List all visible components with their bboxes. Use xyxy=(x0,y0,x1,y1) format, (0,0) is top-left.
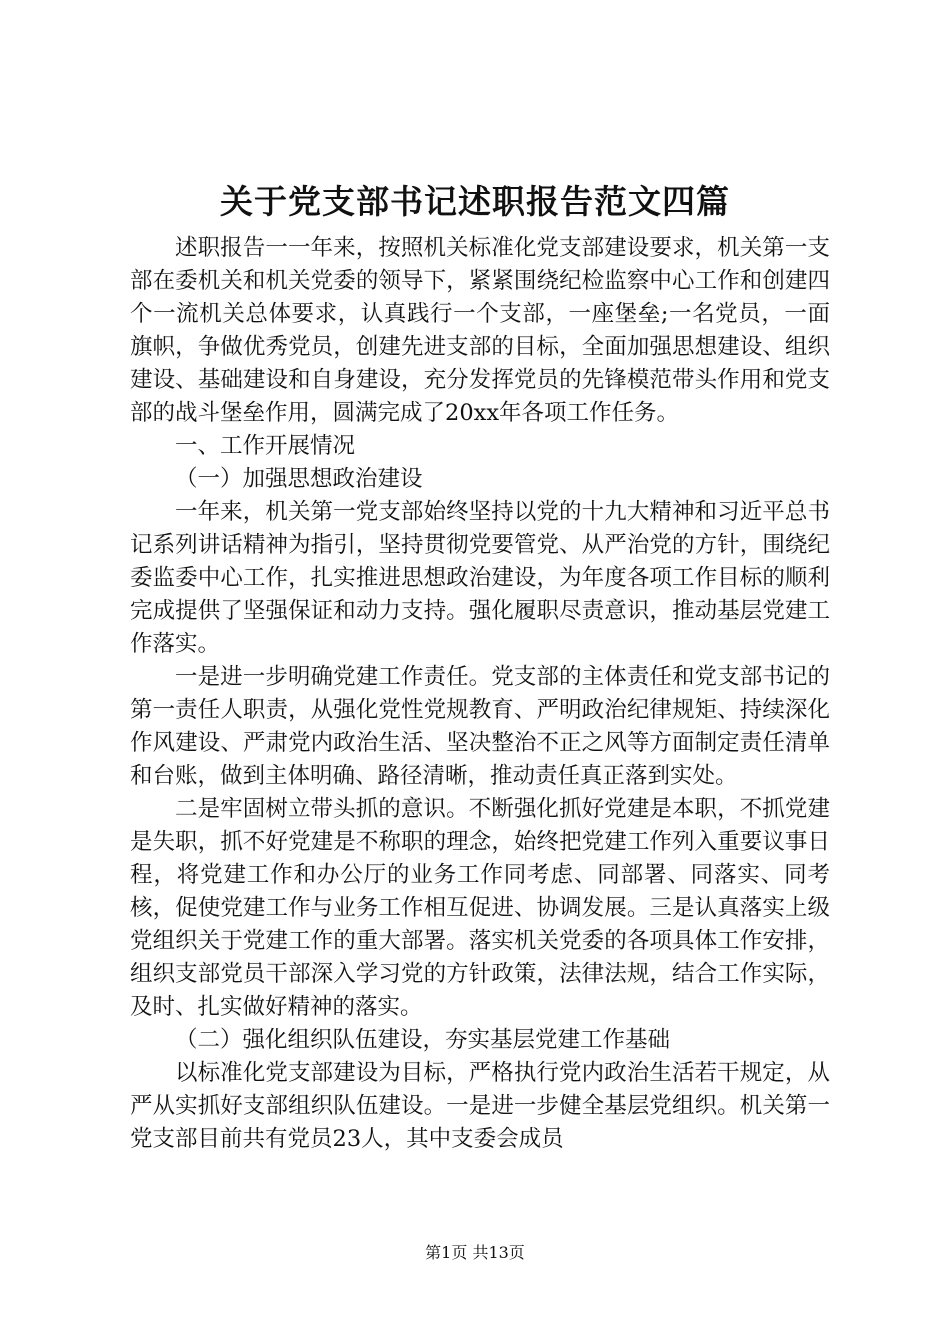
paragraph-thought-building: 一年来，机关第一党支部始终坚持以党的十九大精神和习近平总书记系列讲话精神为指引，坚持贯彻党要管党、从严治党的方针，围绕纪委监委中心工作，扎实推进思想政治建设，为年度各项工作目标的顺利完成提供了坚强保证和动力支持。强化履职尽责意识，推动基层党建工作落实。 xyxy=(130,499,830,657)
document-body xyxy=(130,232,830,1156)
document-title: 关于党支部书记述职报告范文四篇 xyxy=(220,182,730,221)
section-heading-1: 一、工作开展情况 xyxy=(175,433,356,459)
subsection-heading-1: （一）加强思想政治建设 xyxy=(175,466,423,492)
page-footer: 第1页 共13页 xyxy=(425,1243,525,1262)
paragraph-responsibility: 一是进一步明确党建工作责任。党支部的主体责任和党支部书记的第一责任人职责，从强化党性党规教育、严明政治纪律规矩、持续深化作风建设、严肃党内政治生活、坚决整治不正之风等方面制定责任清单和台账，做到主体明确、路径清晰，推动责任真正落到实处。 xyxy=(130,664,830,789)
paragraph-leading-awareness: 二是牢固树立带头抓的意识。不断强化抓好党建是本职，不抓党建是失职，抓不好党建是不称职的理念，始终把党建工作列入重要议事日程，将党建工作和办公厅的业务工作同考虑、同部署、同落实、同考核，促使党建工作与业务工作相互促进、协调发展。三是认真落实上级党组织关于党建工作的重大部署。落实机关党委的各项具体工作安排，组织支部党员干部深入学习党的方针政策，法律法规，结合工作实际，及时、扎实做好精神的落实。 xyxy=(130,796,830,1020)
paragraph-intro: 述职报告一一年来，按照机关标准化党支部建设要求，机关第一支部在委机关和机关党委的领导下，紧紧围绕纪检监察中心工作和创建四个一流机关总体要求，认真践行一个支部，一座堡垒;一名党员，一面旗帜，争做优秀党员，创建先进支部的目标，全面加强思想建设、组织建设、基础建设和自身建设，充分发挥党员的先锋模范带头作用和党支部的战斗堡垒作用，圆满完成了20xx年各项工作任务。 xyxy=(130,235,830,426)
paragraph-organization: 以标准化党支部建设为目标，严格执行党内政治生活若干规定，从严从实抓好支部组织队伍建设。一是进一步健全基层党组织。机关第一党支部目前共有党员23人，其中支委会成员 xyxy=(130,1060,830,1152)
subsection-heading-2: （二）强化组织队伍建设，夯实基层党建工作基础 xyxy=(175,1027,671,1053)
